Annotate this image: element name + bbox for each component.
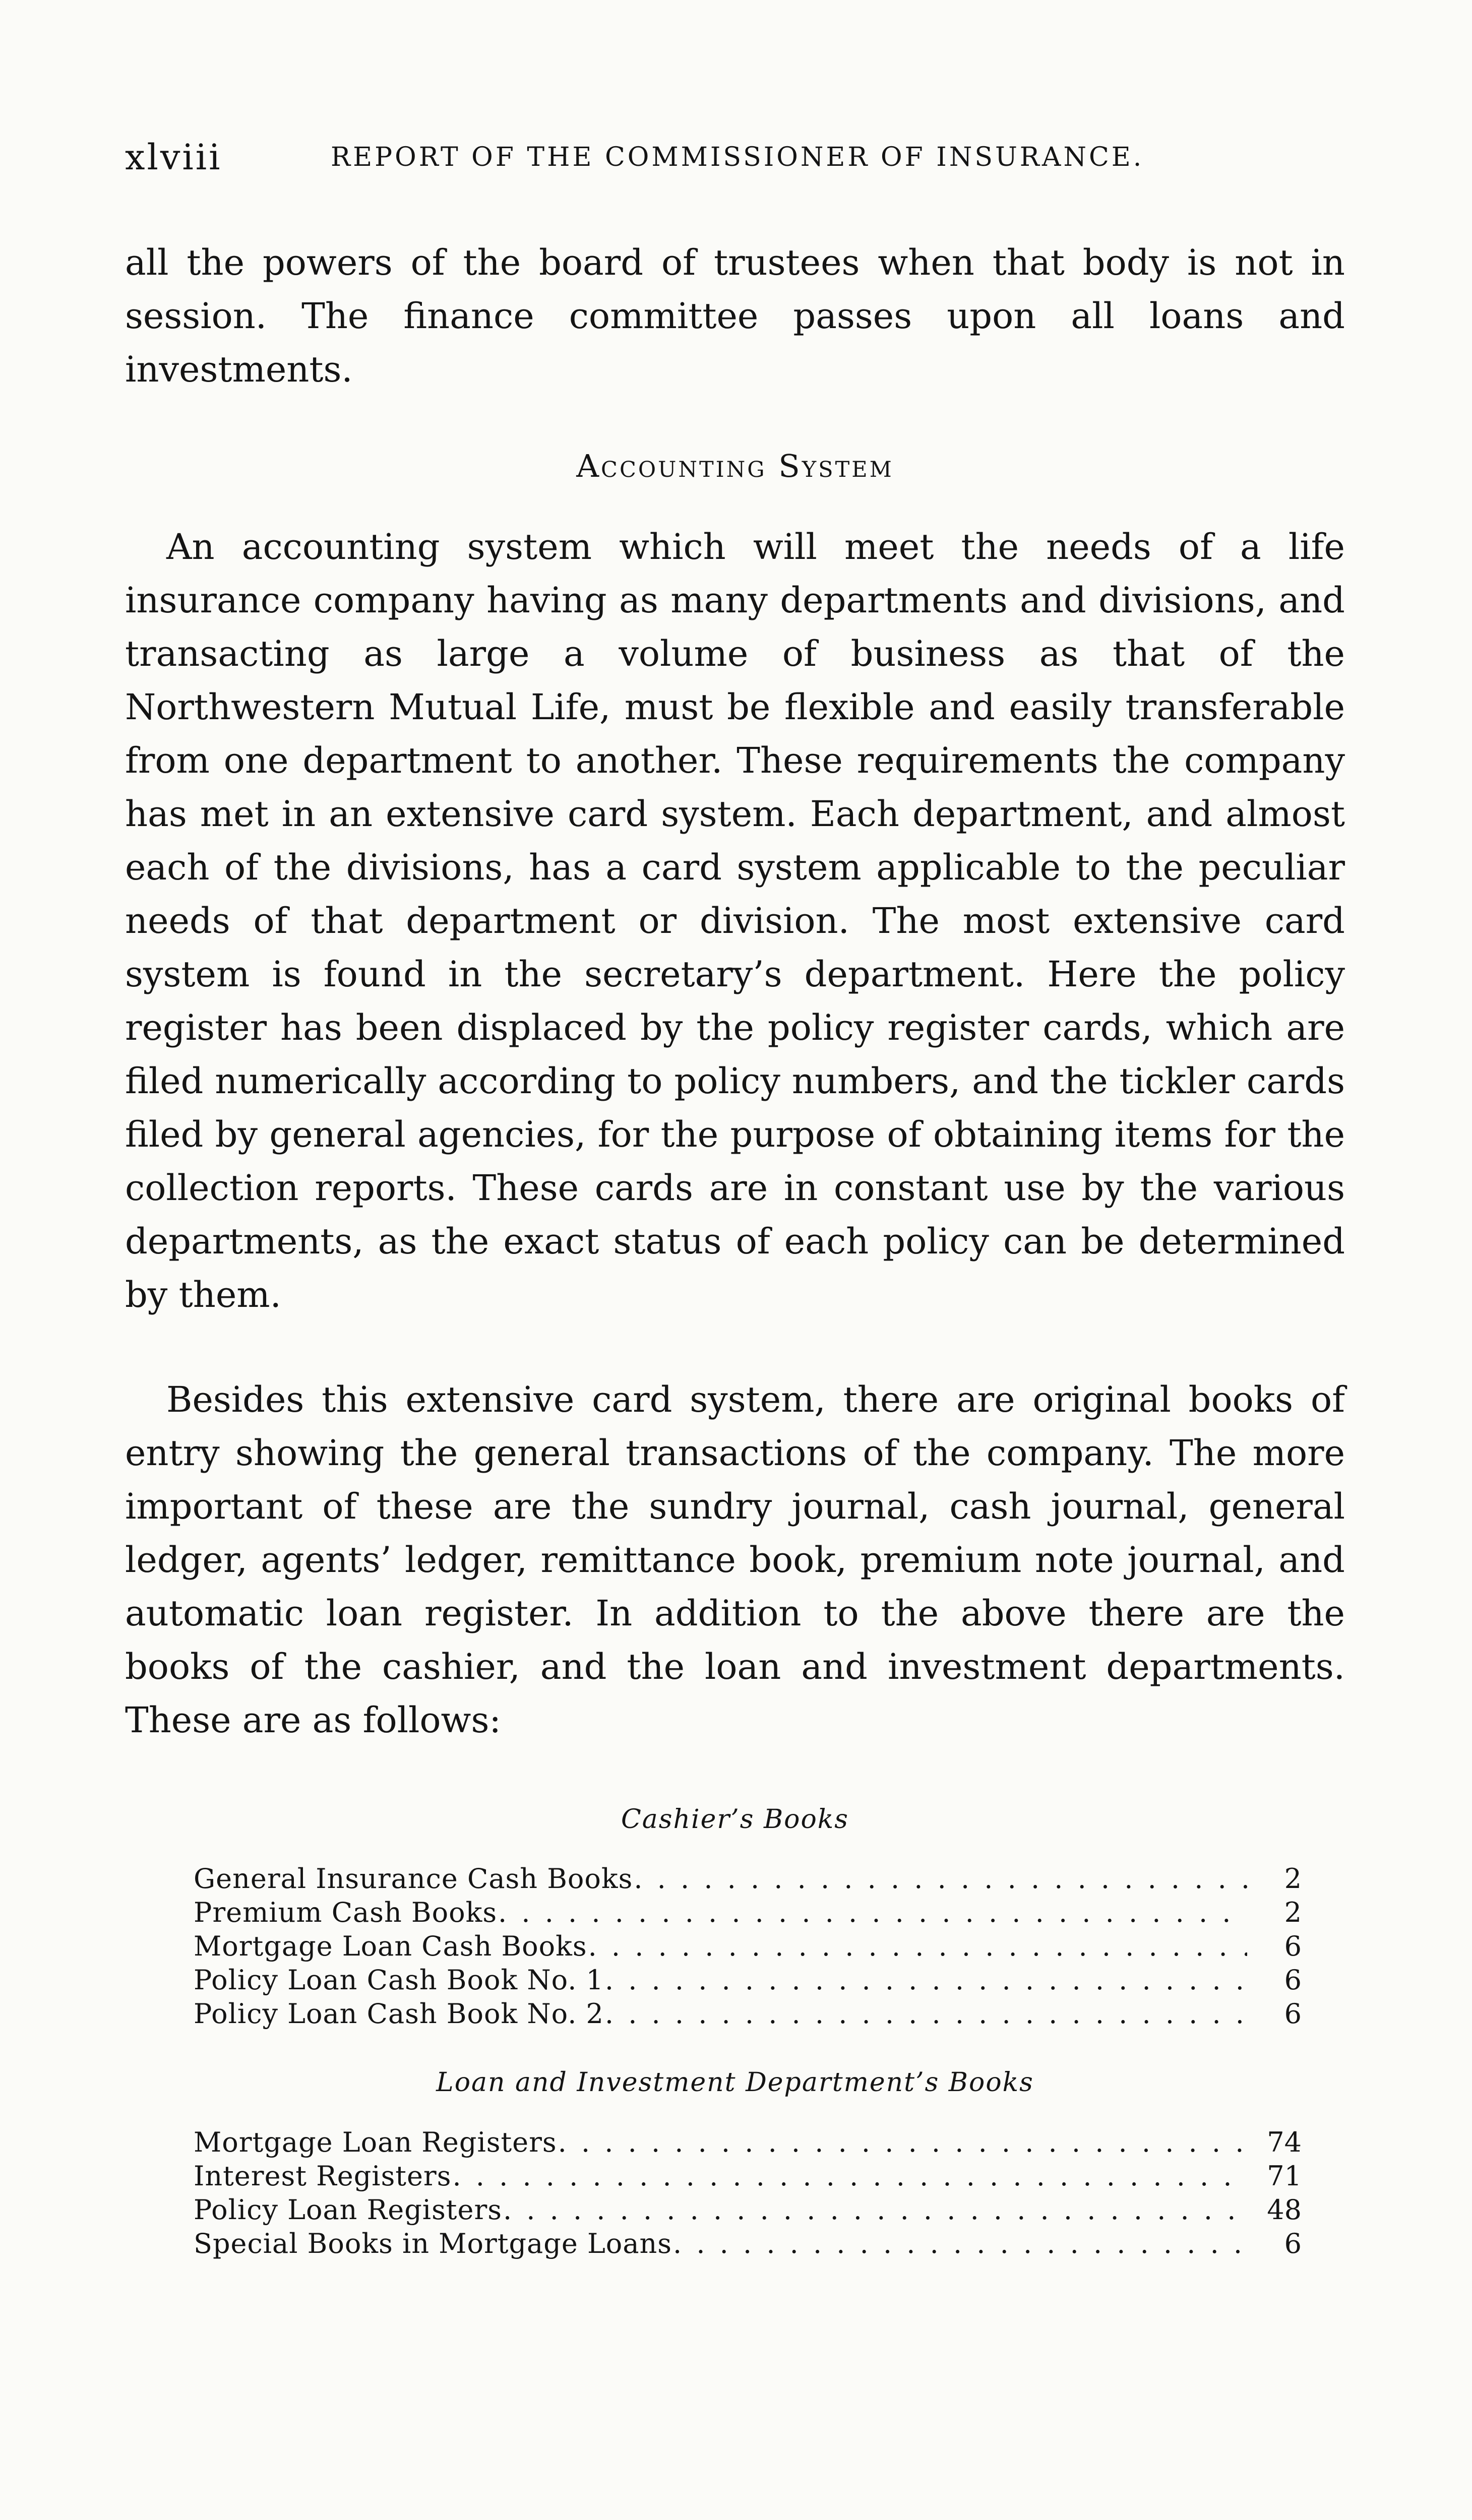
book-count: 71	[1267, 2160, 1302, 2192]
page-number: xlviii	[125, 137, 222, 178]
dot-leader	[605, 1997, 1247, 2031]
list-item	[194, 2193, 1302, 2227]
book-name: Mortgage Loan Registers	[194, 2126, 557, 2158]
cashier-books-heading: Cashier’s Books	[621, 1804, 849, 1835]
book-name: Premium Cash Books	[194, 1897, 498, 1928]
dot-leader	[588, 1929, 1247, 1963]
dot-leader	[498, 1896, 1247, 1929]
paragraph-card-system: An accounting system which will meet the needs of a life insurance company having as many departments and divisions, and transacting as large a volume of business as that of the Northwestern Mutual Life, must be flexible and easily transferable from one department to another. These requirements the company has met in an extensive card system. Each department, and almost each of the divisions, has a card system applicable to the peculiar needs of that department or division. The most extensive card system is found in the secretary’s department. Here the policy register has been displaced by the policy register cards, which are filed numerically according to policy numbers, and the tickler cards filed by general agencies, for the purpose of obtaining items for the collection reports. These cards are in constant use by the various departments, as the exact status of each policy can be determined by them.	[125, 526, 1345, 1315]
list-item	[194, 2159, 1302, 2193]
book-count: 2	[1284, 1897, 1302, 1928]
book-name: Mortgage Loan Cash Books	[194, 1930, 587, 1962]
dot-leader	[503, 2193, 1247, 2227]
list-item	[194, 1929, 1302, 1963]
continued-paragraph: all the powers of the board of trustees when that body is not in session. The finance committee passes upon all loans and investments.	[125, 242, 1345, 390]
running-head	[125, 132, 1345, 182]
dot-leader	[558, 2125, 1247, 2159]
book-name: Special Books in Mortgage Loans	[194, 2228, 672, 2259]
book-count: 6	[1284, 1998, 1302, 2030]
book-name: Policy Loan Cash Book No. 2	[194, 1998, 604, 2030]
book-count: 74	[1267, 2126, 1302, 2158]
book-count: 48	[1267, 2194, 1302, 2226]
loan-books-list	[194, 2125, 1302, 2260]
book-name: General Insurance Cash Books	[194, 1863, 633, 1895]
dot-leader	[673, 2227, 1247, 2260]
list-item	[194, 1896, 1302, 1929]
paragraph-books-of-entry: Besides this extensive card system, there are original books of entry showing the general transactions of the company. The more important of these are the sundry journal, cash journal, general ledger, agents’ ledger, remittance book, premium note journal, and automatic loan register. In addition to the above there are the books of the cashier, and the loan and investment departments. These are as follows:	[125, 1379, 1345, 1741]
book-count: 6	[1284, 2228, 1302, 2259]
list-item	[194, 2227, 1302, 2260]
dot-leader	[634, 1862, 1247, 1896]
loan-books-heading: Loan and Investment Department’s Books	[436, 2067, 1034, 2098]
dot-leader	[605, 1963, 1247, 1997]
section-heading: Accounting System	[576, 448, 894, 484]
book-name: Interest Registers	[194, 2160, 452, 2192]
book-count: 6	[1284, 1964, 1302, 1996]
list-item	[194, 1963, 1302, 1997]
book-count: 6	[1284, 1930, 1302, 1962]
book-count: 2	[1284, 1863, 1302, 1895]
cashier-books-list	[194, 1862, 1302, 2031]
running-title: REPORT OF THE COMMISSIONER OF INSURANCE.	[331, 142, 1144, 172]
list-item	[194, 1862, 1302, 1896]
dot-leader	[452, 2159, 1247, 2193]
book-name: Policy Loan Registers	[194, 2194, 502, 2226]
list-item	[194, 2125, 1302, 2159]
book-name: Policy Loan Cash Book No. 1	[194, 1964, 604, 1996]
list-item	[194, 1997, 1302, 2031]
